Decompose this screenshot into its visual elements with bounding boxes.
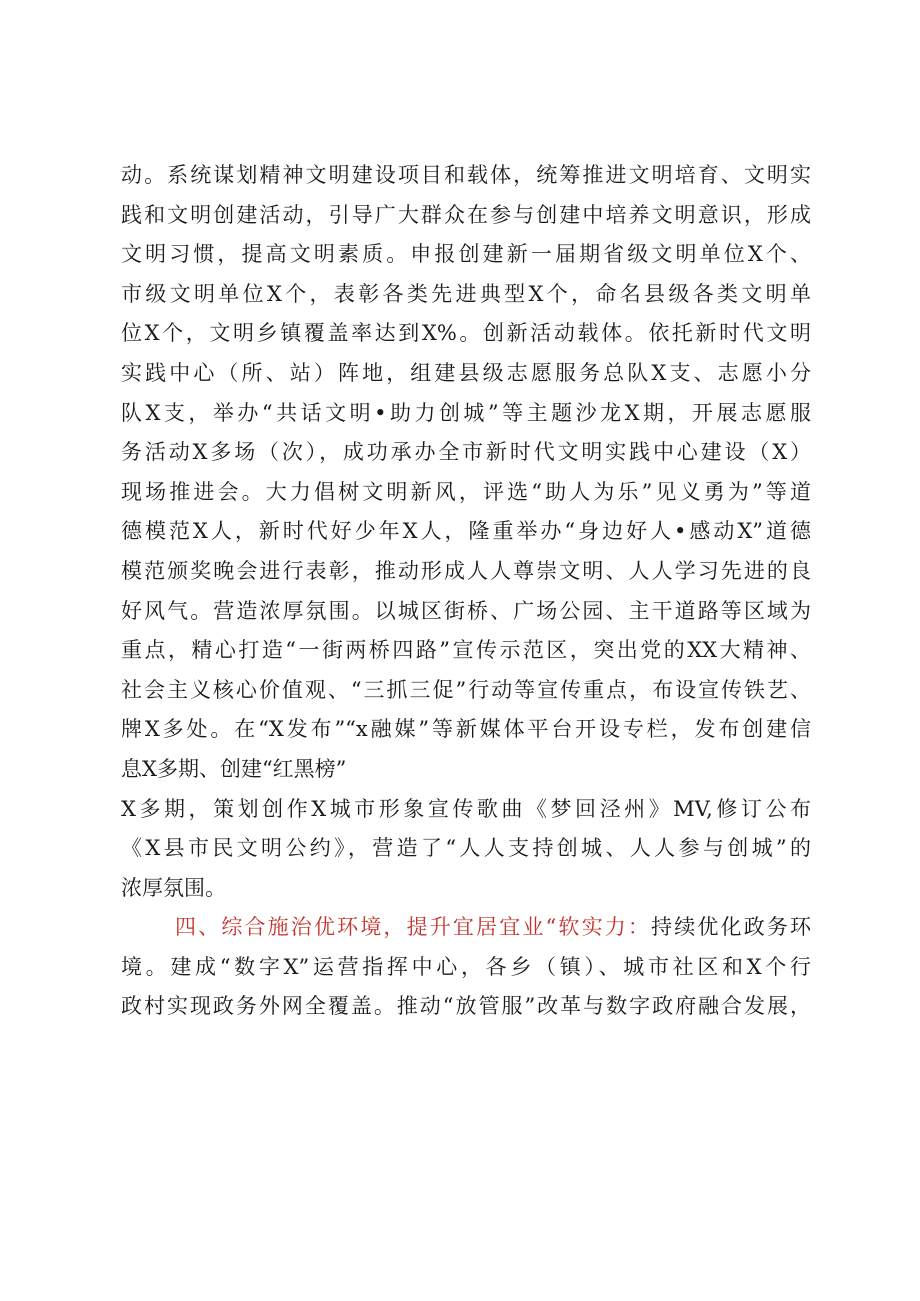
section-heading: 四、综合施治优环境，提升宜居宜业“软实力： <box>175 915 652 940</box>
section-heading-line <box>121 908 811 948</box>
section-heading-continuation: 持续优化政务环 <box>651 915 811 940</box>
document-body <box>121 156 811 1027</box>
text-line: 重点，精心打造“一街两桥四路”宣传示范区，突出党的XX大精神、 <box>121 638 811 663</box>
text-line: 《X县市民文明公约》，营造了“人人支持创城、人人参与创城”的 <box>121 836 811 861</box>
text-line: 浓厚氛围。 <box>121 875 226 900</box>
text-line: 位X个，文明乡镇覆盖率达到X%。创新活动载体。依托新时代文明 <box>121 321 811 346</box>
text-line: 文明习惯，提高文明素质。申报创建新一届期省级文明单位X个、 <box>121 242 811 267</box>
text-line: 息X多期、创建“红黑榜” <box>121 756 347 781</box>
text-line: 市级文明单位X个，表彰各类先进典型X个，命名县级各类文明单 <box>121 281 811 306</box>
text-line: 牌X多处。在“X发布”“x融媒”等新媒体平台开设专栏，发布创建信 <box>121 717 811 742</box>
text-line: 德模范X人，新时代好少年X人，隆重举办“身边好人•感动X”道德 <box>121 519 811 544</box>
text-line: 动。系统谋划精神文明建设项目和载体，统筹推进文明培育、文明实 <box>121 163 811 187</box>
text-line: 实践中心（所、站）阵地，组建县级志愿服务总队X支、志愿小分 <box>121 360 811 385</box>
text-line: 社会主义核心价值观、“三抓三促”行动等宣传重点，布设宣传铁艺、 <box>121 677 811 702</box>
text-line: 好风气。营造浓厚氛围。以城区街桥、广场公园、主干道路等区域为 <box>121 598 811 623</box>
text-line: 现场推进会。大力倡树文明新风，评选“助人为乐”见义勇为”等道 <box>121 479 811 504</box>
text-line: 政村实现政务外网全覆盖。推动“放管服”改革与数字政府融合发展， <box>121 994 811 1019</box>
text-line: 践和文明创建活动，引导广大群众在参与创建中培养文明意识，形成 <box>121 202 811 227</box>
text-line: 模范颁奖晚会进行表彰，推动形成人人尊崇文明、人人学习先进的良 <box>121 558 811 583</box>
text-line: 务活动X多场（次），成功承办全市新时代文明实践中心建设（X） <box>121 440 811 465</box>
text-line: X多期，策划创作X城市形象宣传歌曲《梦回泾州》MV,修订公布 <box>121 796 811 821</box>
text-line: 队X支，举办“共话文明•助力创城”等主题沙龙X期，开展志愿服 <box>121 400 811 425</box>
text-line: 境。建成“数字X”运营指挥中心，各乡（镇）、城市社区和X个行 <box>121 954 811 979</box>
